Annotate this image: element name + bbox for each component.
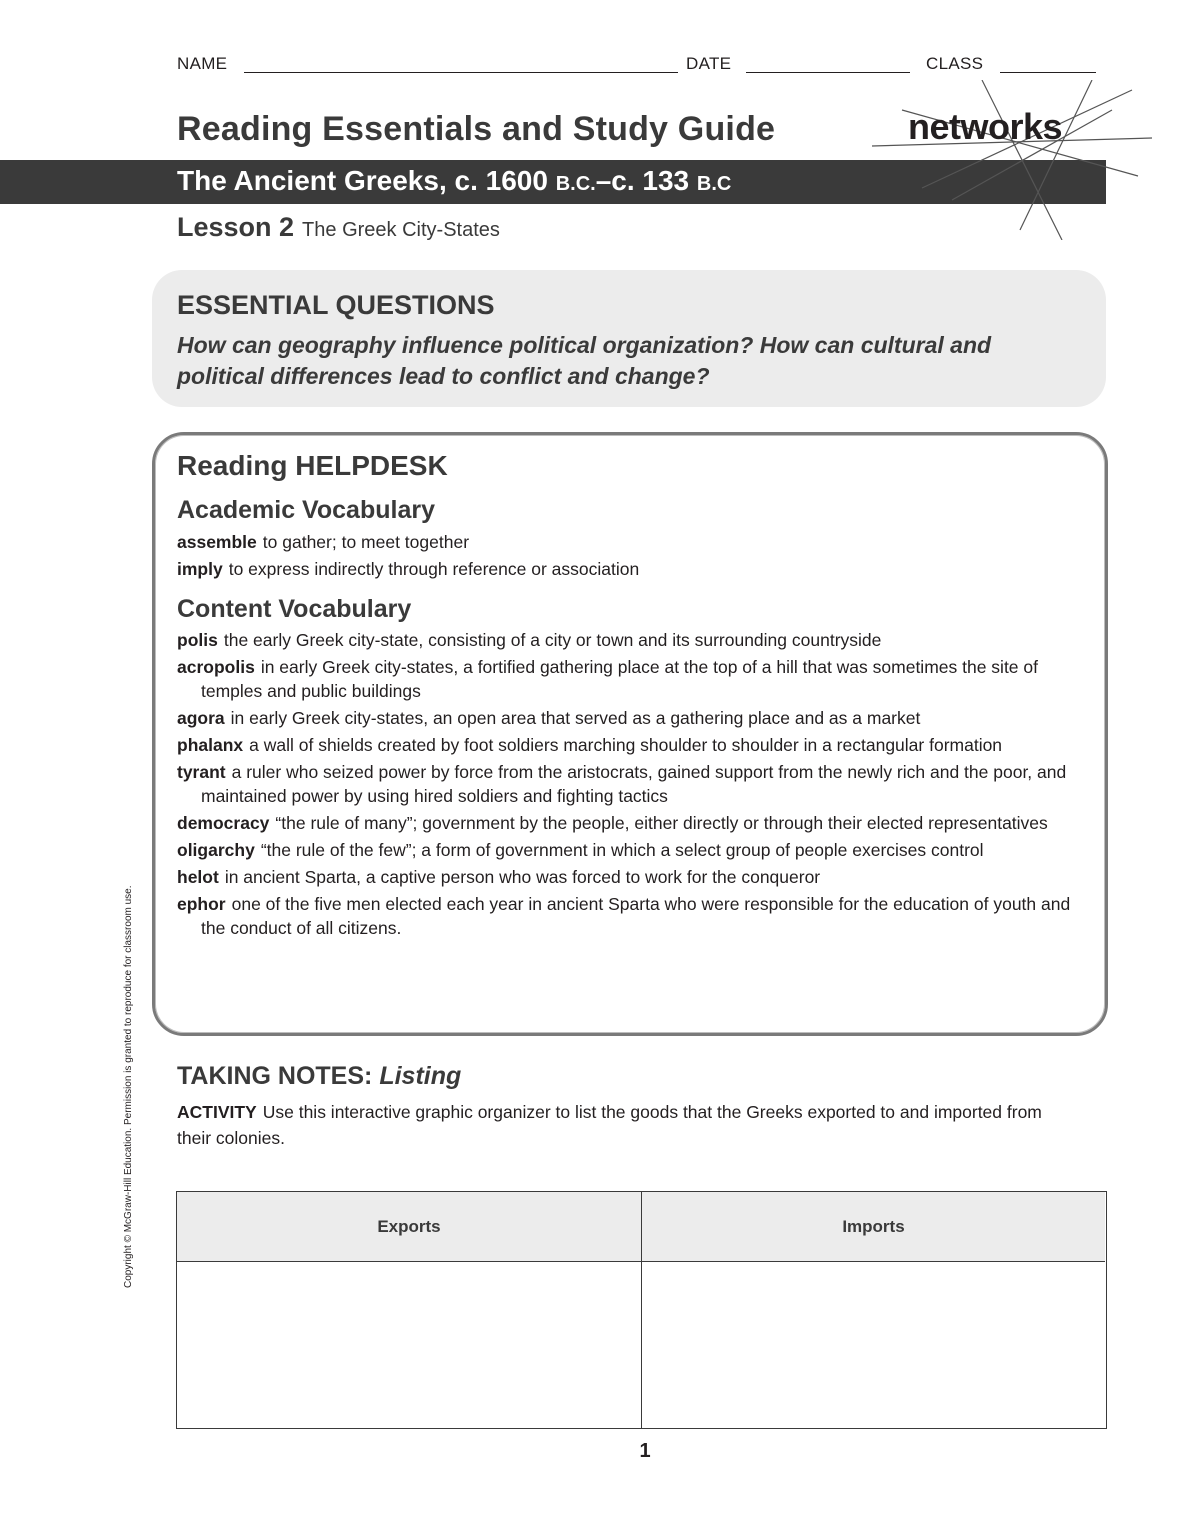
essential-questions-heading: ESSENTIAL QUESTIONS (177, 290, 495, 320)
name-field[interactable] (244, 72, 678, 73)
activity-instructions: ACTIVITY Use this interactive graphic organizer to list the goods that the Greeks exported to and imported from their colonies. (177, 1102, 1042, 1148)
lesson-heading (177, 212, 500, 243)
page-title: Reading Essentials and Study Guide (177, 110, 776, 148)
logo-text: networks (908, 106, 1063, 147)
academic-vocabulary-list (177, 530, 1087, 584)
vocab-entry: agora in early Greek city-states, an open area that served as a gathering place and as a market (177, 708, 921, 728)
graphic-organizer-table (176, 1191, 1107, 1429)
date-label: DATE (686, 54, 732, 73)
vocab-entry: ephor one of the five men elected each year in ancient Sparta who were responsible for the education of youth and the conduct of all citizens. (177, 894, 1071, 938)
taking-notes-heading: TAKING NOTES: Listing (177, 1062, 462, 1090)
lesson-number: Lesson 2 (177, 212, 295, 242)
vocab-entry: democracy “the rule of many”; government by the people, either directly or through their elected representatives (177, 813, 1048, 833)
networks-logo-icon (862, 80, 1162, 240)
imports-header: Imports (642, 1192, 1105, 1262)
content-vocabulary-list (177, 628, 1087, 943)
vocab-entry: oligarchy “the rule of the few”; a form of government in which a select group of people exercises control (177, 840, 984, 860)
exports-header: Exports (177, 1192, 641, 1262)
vocab-entry: polis the early Greek city-state, consisting of a city or town and its surrounding countryside (177, 630, 882, 650)
table-divider (641, 1192, 642, 1428)
vocab-entry: imply to express indirectly through reference or association (177, 559, 640, 579)
imports-cell[interactable] (642, 1262, 1105, 1428)
lesson-title: The Greek City-States (302, 219, 500, 241)
vocab-entry: tyrant a ruler who seized power by force from the aristocrats, gained support from the newly rich and the poor, and maintained power by using hired soldiers and fighting tactics (177, 762, 1067, 806)
vocab-entry: helot in ancient Sparta, a captive person who was forced to work for the conqueror (177, 867, 821, 887)
page-number: 1 (639, 1440, 651, 1462)
chapter-title: The Ancient Greeks, c. 1600 B.C.–c. 133 B.C (177, 165, 732, 196)
essential-questions-text: How can geography influence political organization? How can cultural and political differences lead to conflict and change? (177, 332, 992, 389)
vocab-entry: phalanx a wall of shields created by foot soldiers marching shoulder to shoulder in a rectangular formation (177, 735, 1003, 755)
class-label: CLASS (926, 54, 984, 73)
helpdesk-heading: Reading HELPDESK (177, 450, 448, 481)
class-field[interactable] (1000, 72, 1096, 73)
name-label: NAME (177, 54, 228, 73)
vocab-entry: acropolis in early Greek city-states, a fortified gathering place at the top of a hill that was sometimes the site of temples and public buildings (177, 657, 1038, 701)
vocab-entry: assemble to gather; to meet together (177, 532, 470, 552)
academic-vocabulary-heading: Academic Vocabulary (177, 496, 435, 524)
copyright-notice: Copyright © McGraw-Hill Education. Permission is granted to reproduce for classroom use. (123, 885, 134, 1288)
date-field[interactable] (746, 72, 910, 73)
content-vocabulary-heading: Content Vocabulary (177, 595, 412, 623)
exports-cell[interactable] (177, 1262, 641, 1428)
